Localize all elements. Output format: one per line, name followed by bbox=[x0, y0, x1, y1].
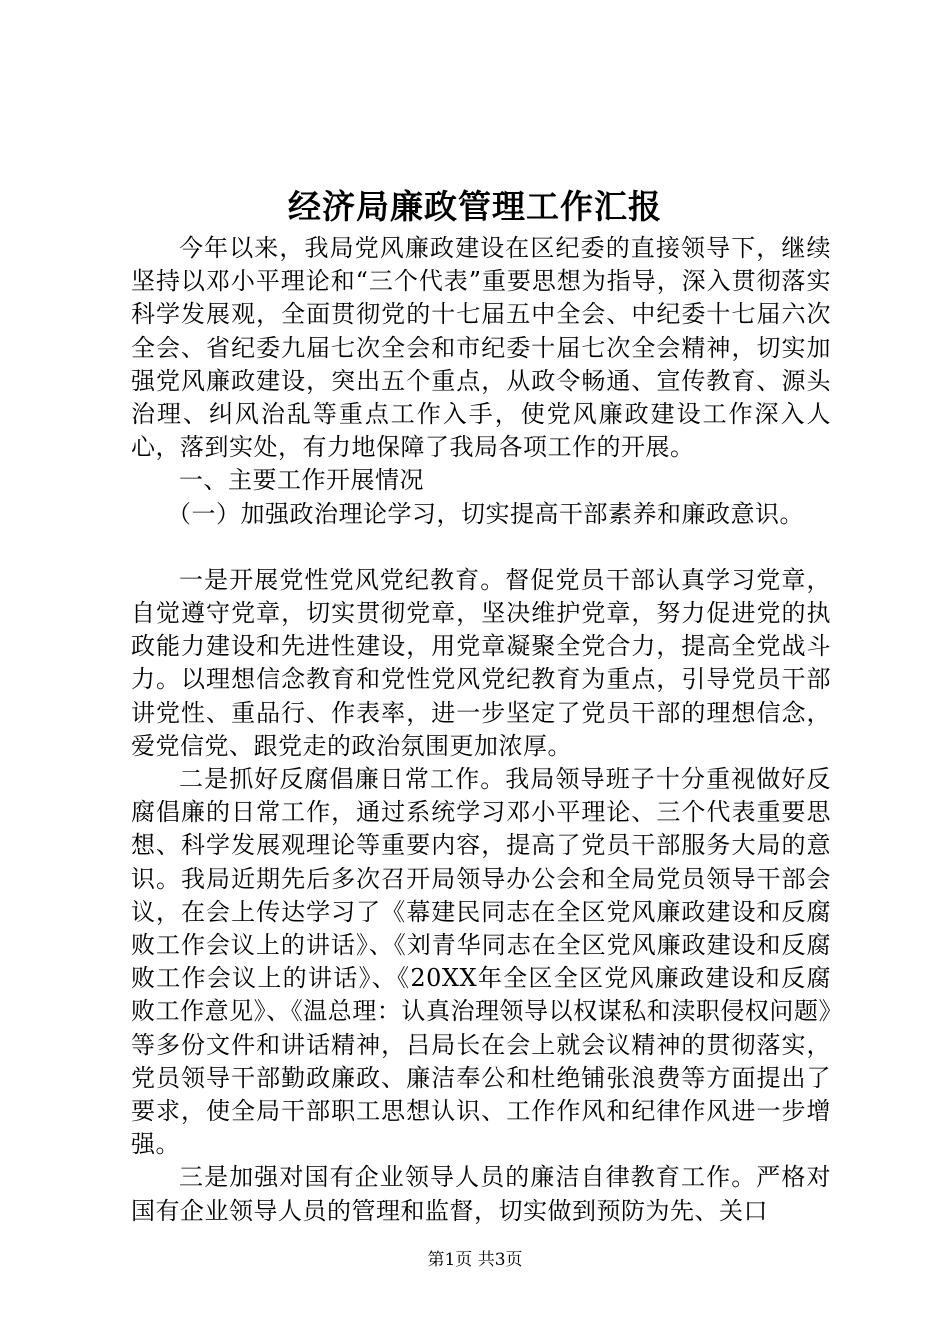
document-body bbox=[131, 232, 831, 1228]
subsection-heading: （一）加强政治理论学习，切实提高干部素养和廉政意识。 bbox=[167, 499, 804, 528]
paragraph-item-3: 三是加强对国有企业领导人员的廉洁自律教育工作。严格对国有企业领导人员的管理和监督，切实做到预防为先、关口 bbox=[131, 1163, 831, 1225]
document-title: 经济局廉政管理工作汇报 bbox=[288, 187, 662, 226]
paragraph-intro: 今年以来，我局党风廉政建设在区纪委的直接领导下，继续坚持以邓小平理论和“三个代表”重要思想为指导，深入贯彻落实科学发展观，全面贯彻党的十七届五中全会、中纪委十七届六次全会、省纪委九届七次全会和市纪委十届七次全会精神，切实加强党风廉政建设，突出五个重点，从政令畅通、宣传教育、源头治理、纠风治乱等重点工作入手，使党风廉政建设工作深入人心，落到实处，有力地保障了我局各项工作的开展。 bbox=[131, 234, 831, 462]
paragraph-item-1: 一是开展党性党风党纪教育。督促党员干部认真学习党章，自觉遵守党章，切实贯彻党章，坚决维护党章，努力促进党的执政能力建设和先进性建设，用党章凝聚全党合力，提高全党战斗力。以理想信念教育和党性党风党纪教育为重点，引导党员干部讲党性、重品行、作表率，进一步坚定了党员干部的理想信念，爱党信党、跟党走的政治氛围更加浓厚。 bbox=[131, 565, 831, 760]
page-number-footer: 第1页 共3页 bbox=[427, 1250, 523, 1270]
paragraph-item-2: 二是抓好反腐倡廉日常工作。我局领导班子十分重视做好反腐倡廉的日常工作，通过系统学习邓小平理论、三个代表重要思想、科学发展观理论等重要内容，提高了党员干部服务大局的意识。我局近期先后多次召开局领导办公会和全局党员领导干部会议，在会上传达学习了《幕建民同志在全区党风廉政建设和反腐败工作会议上的讲话》、《刘青华同志在全区党风廉政建设和反腐败工作会议上的讲话》、《20XX年全区全区党风廉政建设和反腐败工作意见》、《温总理：认真治理领导以权谋私和渎职侵权问题》等多份文件和讲话精神，吕局长在会上就会议精神的贯彻落实，党员领导干部勤政廉政、廉洁奉公和杜绝铺张浪费等方面提出了要求，使全局干部职工思想认识、工作作风和纪律作风进一步增强。 bbox=[131, 765, 831, 1159]
section-heading: 一、主要工作开展情况 bbox=[179, 466, 424, 495]
